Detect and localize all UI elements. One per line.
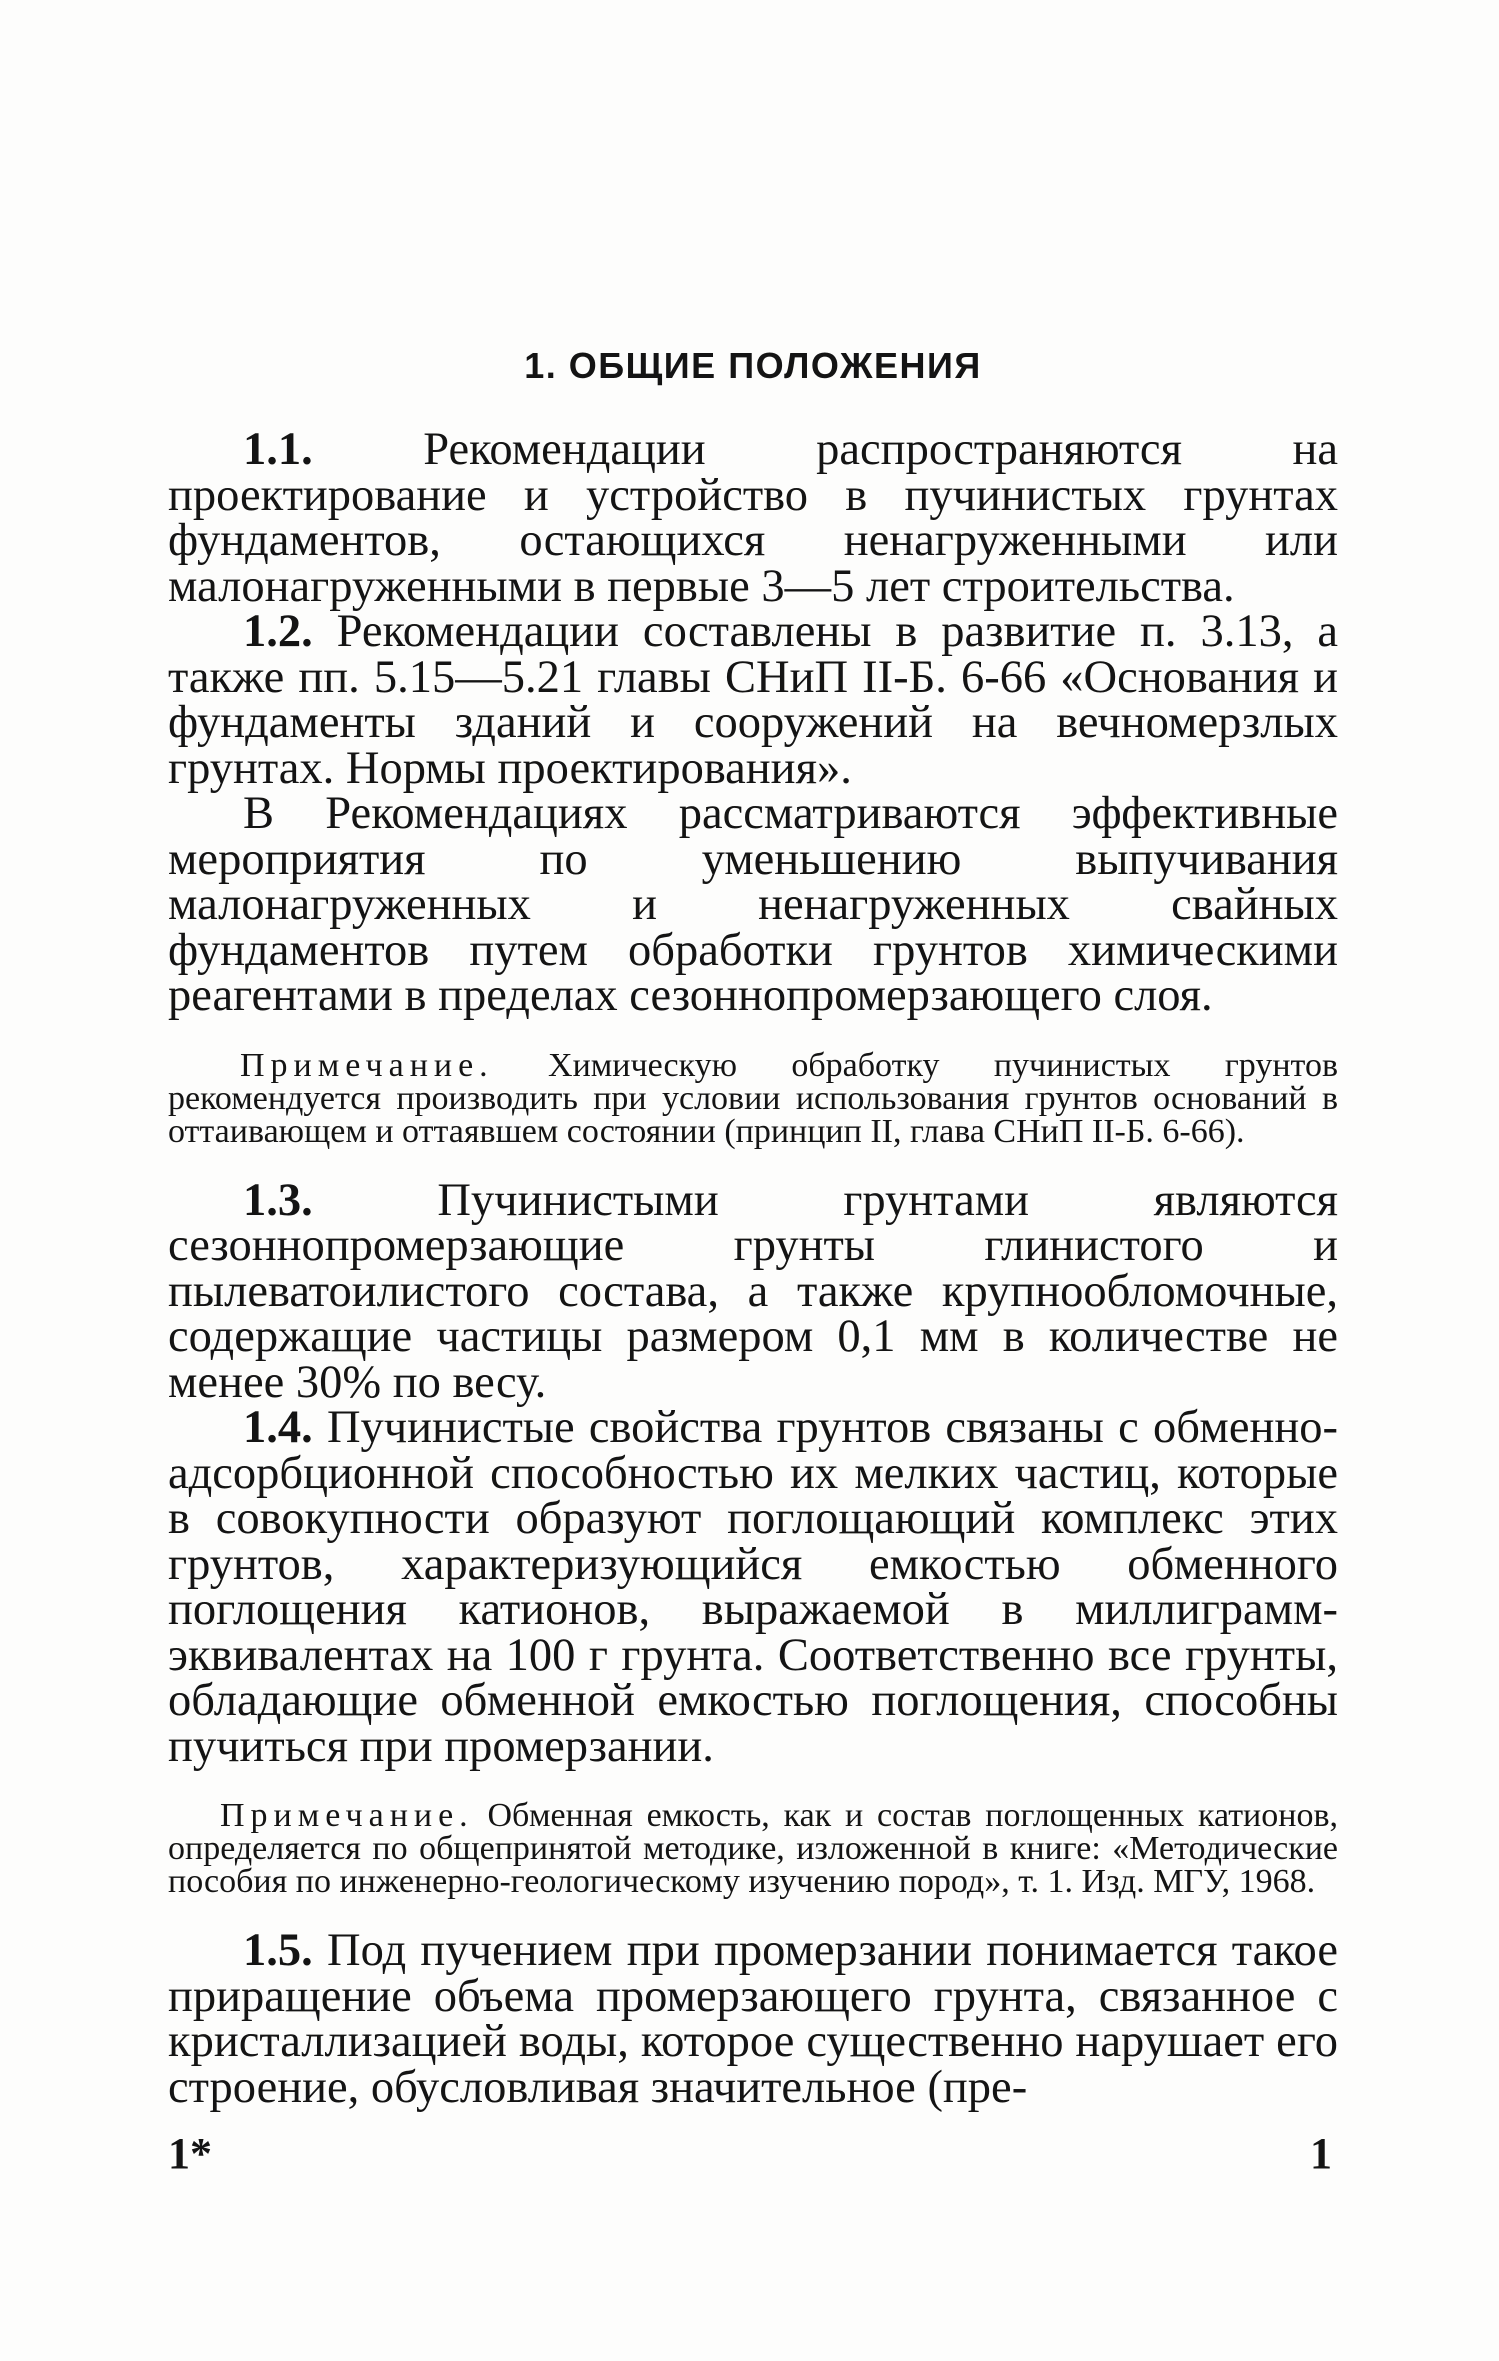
note-label: Примечание.: [220, 1797, 474, 1834]
note-label: Примечание.: [240, 1046, 494, 1084]
paragraph-text: Пучинистые свойства грунтов связаны с обменно-адсорбционной способностью их мелких частиц, которые в совокупности образуют поглощающий комплекс этих грунтов, характеризующийся емкостью обменного поглощения катионов, выражаемой в миллиграмм-эквивалентах на 100 г грунта. Соответственно все грунты, обладающие обменной емкостью поглощения, способны пучиться при промерзании.: [168, 1402, 1338, 1772]
clause-number: 1.1.: [243, 424, 313, 475]
paragraph-1-3: [168, 1174, 1338, 1408]
paragraph-text: Под пучением при промерзании понимается такое приращение объема промерзающего грунта, связанное с кристаллизацией воды, которое существенно нарушает его строение, обусловливая значительное (пре-: [168, 1925, 1338, 2113]
note-text: Обменная емкость, как и состав поглощенных катионов, определяется по общепринятой методике, изложенной в книге: «Методические пособия по инженерно-геологическому изучению пород», т. 1. Изд. МГУ, 1968.: [168, 1797, 1338, 1900]
spacer: [168, 1898, 1338, 1928]
paragraph-text: Рекомендации составлены в развитие п. 3.13, а также пп. 5.15—5.21 главы СНиП II-Б. 6-66 «Основания и фундаменты зданий и сооружений на вечномерзлых грунтах. Нормы проектирования».: [168, 606, 1338, 794]
paragraph-1-5: [168, 1925, 1338, 2113]
spacer: [168, 1769, 1338, 1799]
clause-number: 1.4.: [243, 1402, 313, 1453]
signature-mark: 1*: [168, 2129, 212, 2178]
spacer: [168, 1148, 1338, 1178]
paragraph-1-2: [168, 606, 1338, 794]
page-number: 1: [1310, 2129, 1332, 2178]
note-2: [168, 1799, 1338, 1898]
paragraph-1-4: [168, 1402, 1338, 1772]
spacer: [168, 1019, 1338, 1049]
paragraph-1-2-continuation: В Рекомендациях рассматриваются эффективные мероприятия по уменьшению выпучивания малонагруженных и ненагруженных свайных фундаментов путем обработки грунтов химическими реагентами в пределах сезоннопромерзающего слоя.: [168, 788, 1338, 1021]
text-column: [168, 345, 1338, 2113]
note-1: [168, 1046, 1338, 1150]
clause-number: 1.3.: [243, 1174, 313, 1226]
paragraph-text: Рекомендации распространяются на проектирование и устройство в пучинистых грунтах фундаментов, остающихся ненагруженными или малонагруженными в первые 3—5 лет строительства.: [168, 424, 1338, 612]
note-text: Химическую обработку пучинистых грунтов рекомендуется производить при условии использования грунтов оснований в оттаивающем и оттаявшем состоянии (принцип II, глава СНиП II-Б. 6-66).: [168, 1046, 1338, 1150]
clause-number: 1.5.: [243, 1925, 313, 1976]
clause-number: 1.2.: [243, 606, 313, 657]
paragraph-1-1: [168, 424, 1338, 612]
section-heading: 1. ОБЩИЕ ПОЛОЖЕНИЯ: [524, 345, 982, 386]
paragraph-text: Пучинистыми грунтами являются сезоннопромерзающие грунты глинистого и пылеватоилистого состава, а также крупнообломочные, содержащие частицы размером 0,1 мм в количестве не менее 30% по весу.: [168, 1174, 1338, 1408]
